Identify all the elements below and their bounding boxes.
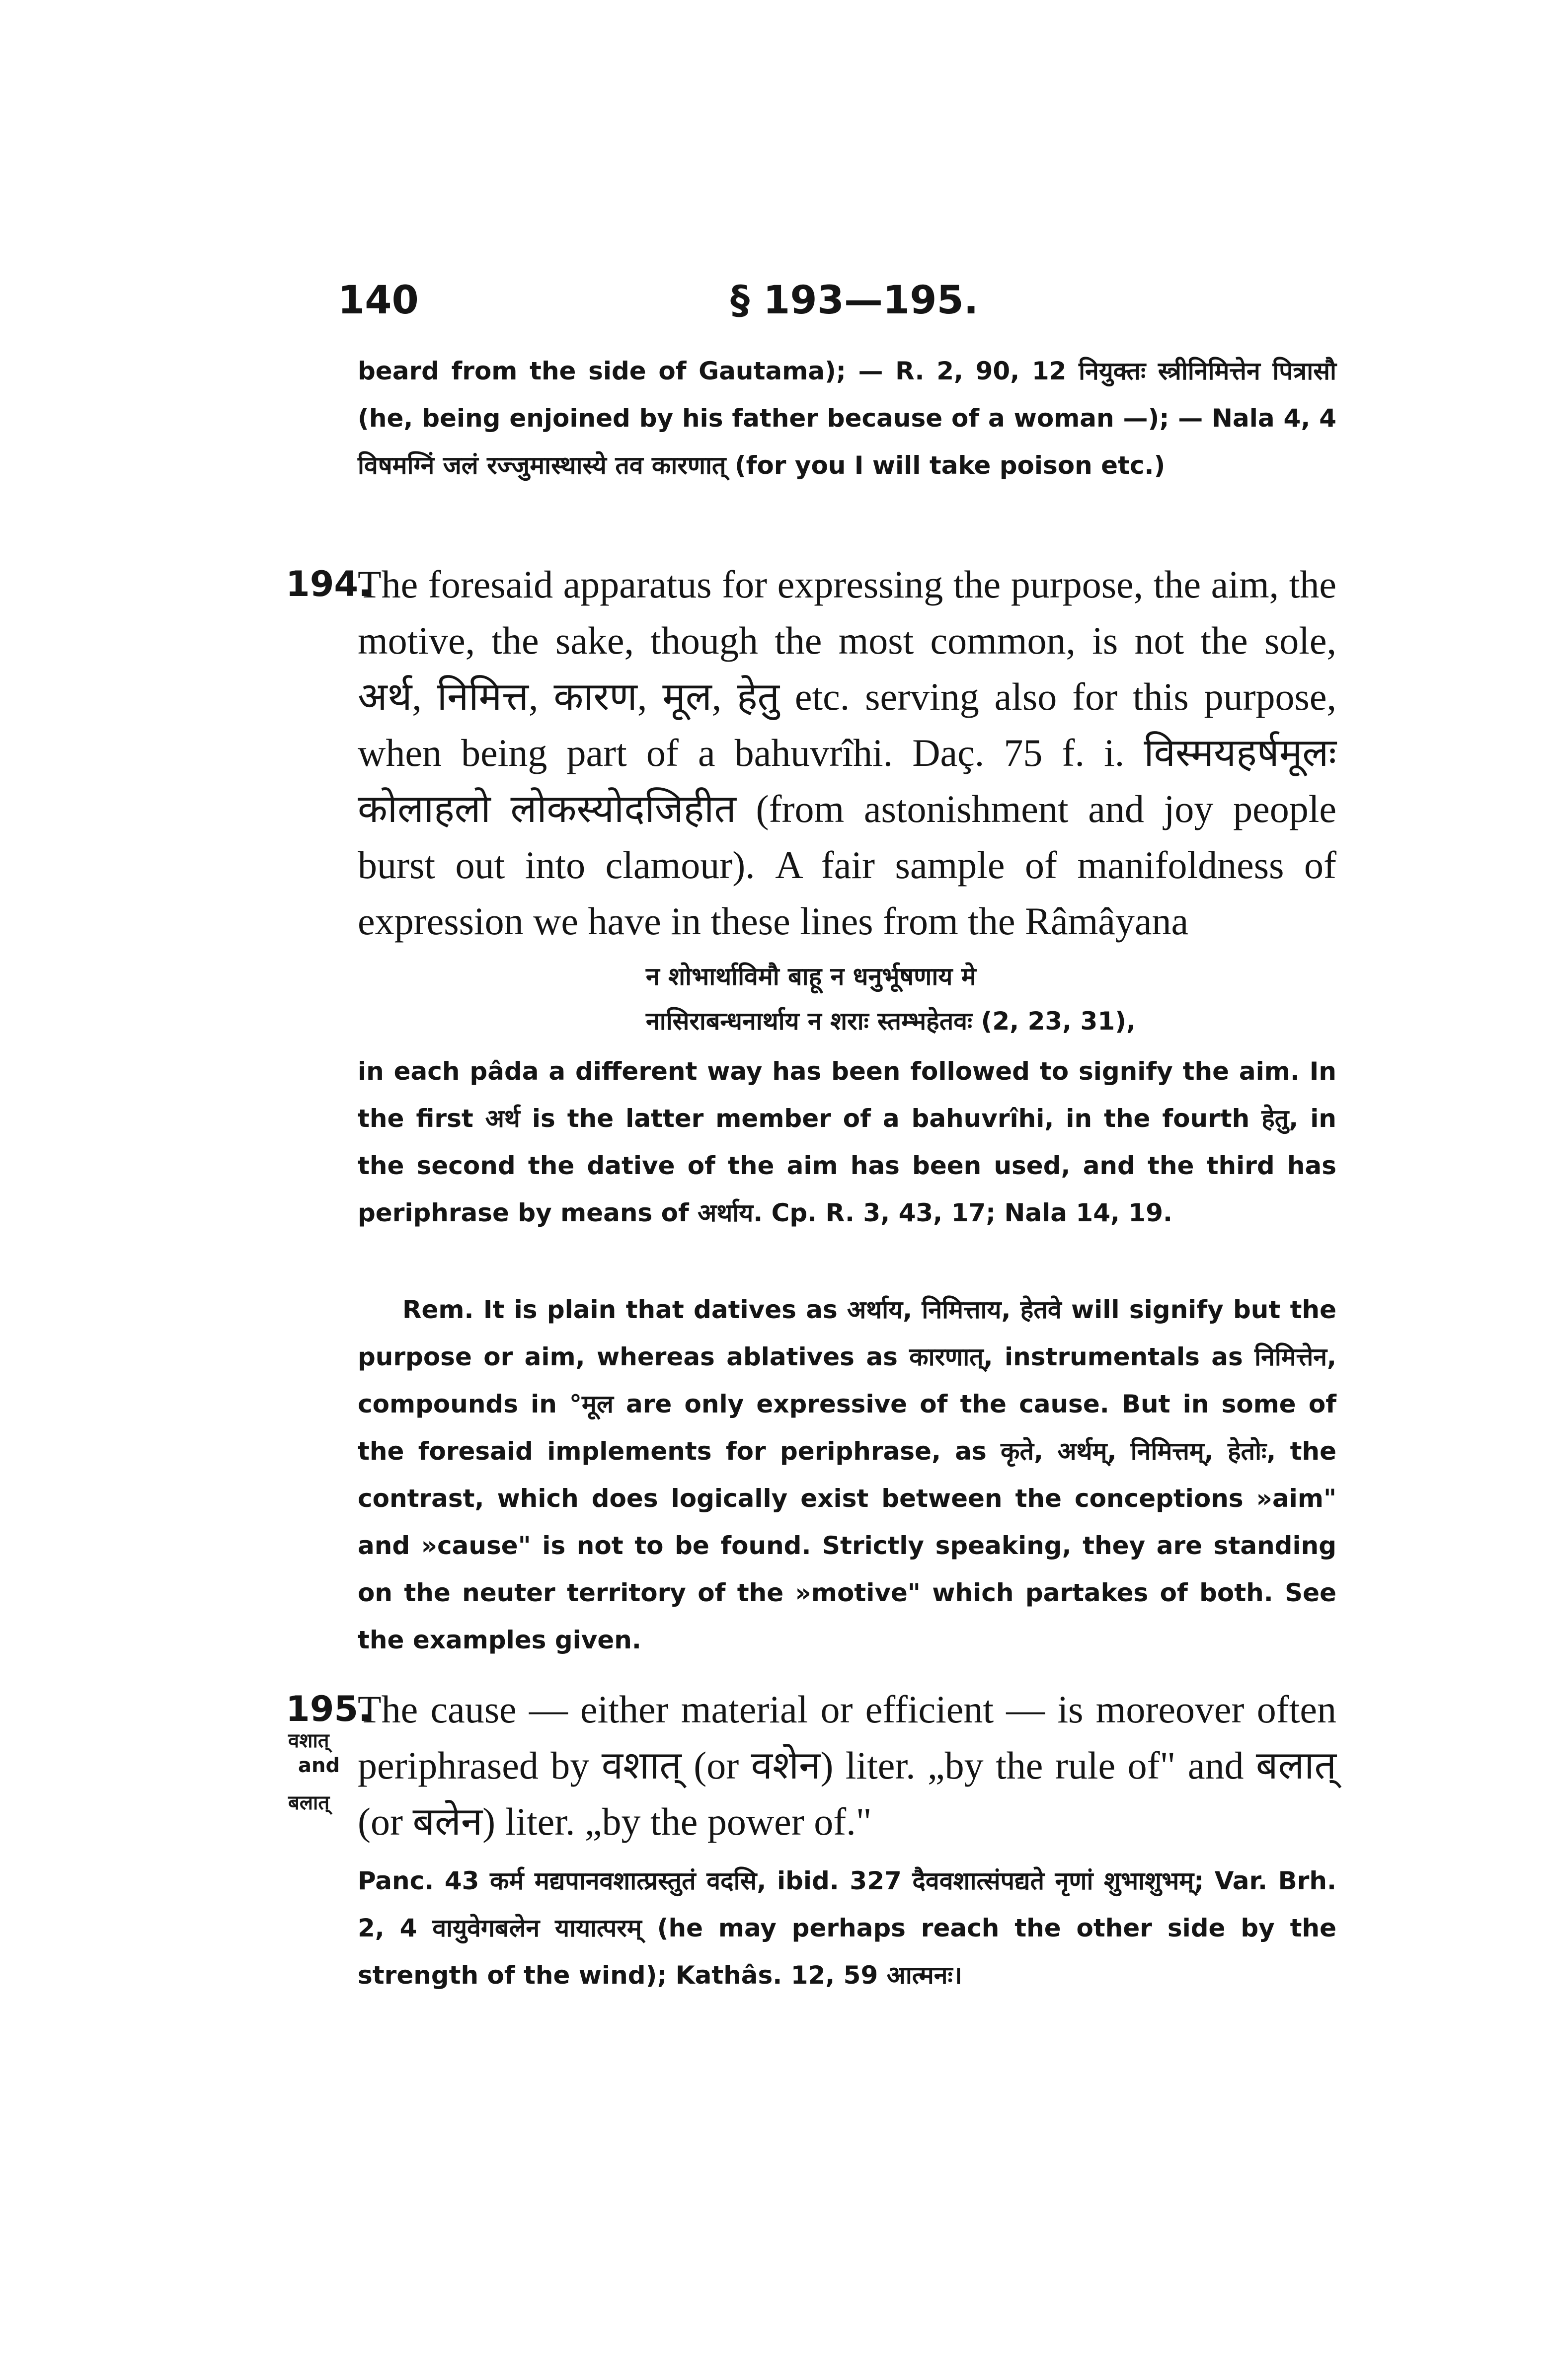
- pada-explanation-paragraph: in each pâda a different way has been followed to signify the aim. In the first अर्थ is the latter member of a bahuvrîhi, in the fourth हेतु, in the second the dative of the aim has been used, and the third has periphrase by means of अर्थाय. Cp. R. 3, 43, 17; Nala 14, 19.: [358, 1057, 1336, 1227]
- page-number: 140: [338, 278, 419, 323]
- remark-paragraph: Rem. It is plain that datives as अर्थाय, निमित्ताय, हेतवे will signify but the purpose or aim, whereas ablatives as कारणात्, instrumentals as निमित्तेन, compounds in °मूल are only expressive of the cause. But in some of the foresaid implements for periphrase, as कृते, अर्थम्, निमित्तम्, हेतोः, the contrast, which does logically exist between the conceptions »aim" and »cause" is not to be found. Strictly speaking, they are standing on the neuter territory of the »motive" which partakes of both. See the examples given.: [358, 1295, 1336, 1654]
- ramayana-verse-line-1: न शोभार्थाविमौ बाहू न धनुर्भूषणाय मे: [646, 962, 976, 991]
- section-range-header: § 193—195.: [730, 278, 979, 323]
- margin-note-balat: बलात्: [288, 1791, 330, 1814]
- continuation-paragraph: beard from the side of Gautama); — R. 2, 90, 12 नियुक्तः स्त्रीनिमित्तेन पित्रासौ (he, being enjoined by his father because of a woman —); — Nala 4, 4 विषमग्निं जलं रज्जुमास्थास्ये तव कारणात् (for you I will take poison etc.): [358, 357, 1336, 480]
- margin-note-and: and: [298, 1754, 340, 1777]
- section-number-195: 195.: [286, 1689, 372, 1729]
- section-number-194: 194.: [286, 564, 372, 604]
- section-195-examples: Panc. 43 कर्म मद्यपानवशात्प्रस्तुतं वदसि, ibid. 327 दैववशात्संपद्यते नृणां शुभाशुभम्; Var. Brh. 2, 4 वायुवेगबलेन यायात्परम् (he may perhaps reach the other side by the strength of the wind); Kathâs. 12, 59 आत्मनः।: [358, 1866, 1336, 1990]
- ramayana-verse-line-2: नासिराबन्धनार्थाय न शराः स्तम्भहेतवः (2, 23, 31),: [646, 1007, 1136, 1036]
- margin-note-vasat: वशात्: [288, 1729, 329, 1752]
- section-194-example: [358, 772, 1336, 951]
- section-194-text: The foresaid apparatus for expressing the purpose, the aim, the motive, the sake, though the most common, is not the sole, अर्थ, निमित्त, कारण, मूल, हेतु etc. serving also for this purpose, when being part of a bahuvrîhi. Daç. 75 f. i. विस्मयहर्षमूलः कोलाहलो लोकस्योदजिहीत (from astonishment and joy people burst out into clamour). A fair sample of manifoldness of expression we have in these lines from the Râmâyana: [358, 563, 1336, 943]
- section-195-text: The cause — either material or efficient — is moreover often periphrased by वशात् (or वशेन) liter. „by the rule of" and बलात् (or बलेन) liter. „by the power of.": [358, 1688, 1336, 1843]
